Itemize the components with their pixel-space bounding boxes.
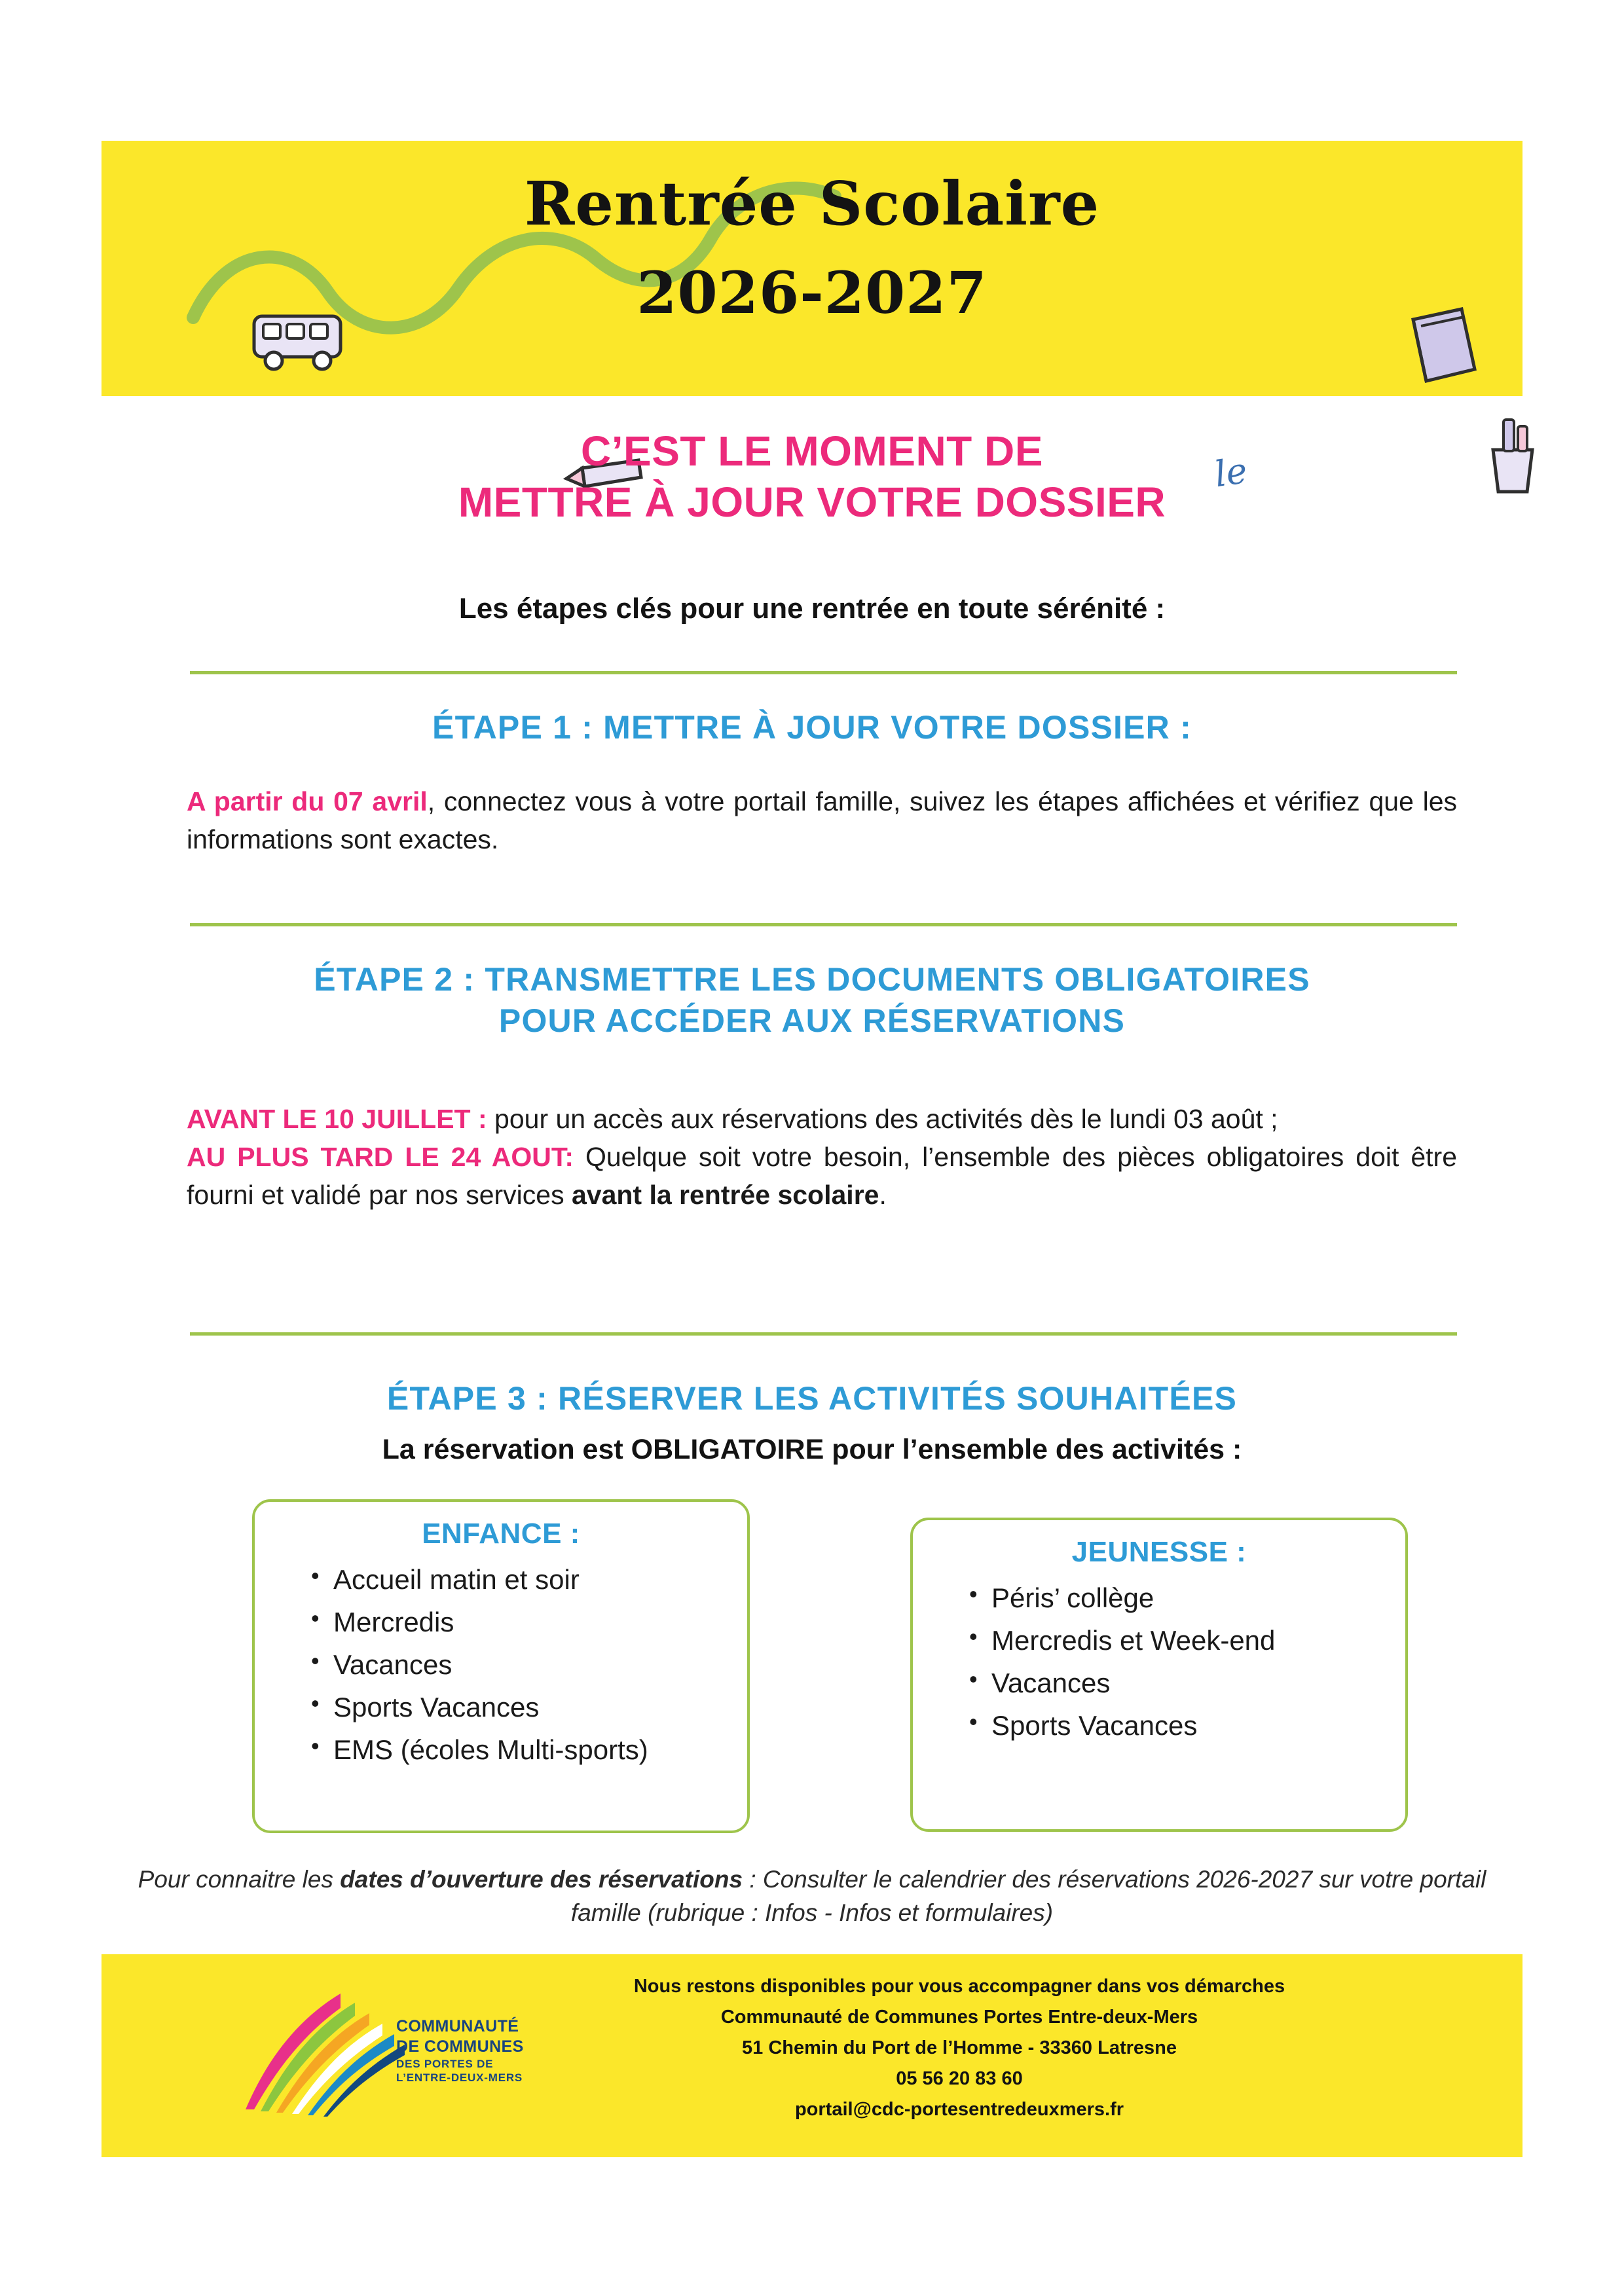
footnote <box>111 1863 1513 1929</box>
step-2-highlight-2: AU PLUS TARD LE 24 AOUT: <box>187 1142 574 1173</box>
logo-line-2: DE COMMUNES <box>396 2037 524 2056</box>
footnote-part-2: : Consulter le calendrier des réservations 2026-2027 sur votre portail famille (rubrique : Infos - Infos et formulaires) <box>570 1866 1486 1927</box>
banner-subtitle: 2026-2027 <box>637 259 987 327</box>
list-item: • EMS (écoles Multi-sports) <box>306 1728 747 1771</box>
footnote-part-1: Pour connaitre les <box>138 1866 341 1893</box>
box-enfance-title: ENFANCE : <box>422 1518 580 1550</box>
list-item: • Mercredis et Week-end <box>964 1619 1405 1662</box>
step-1-body <box>187 782 1457 858</box>
footnote-bold: dates d’ouverture des réservations <box>340 1866 743 1893</box>
step-1-title: ÉTAPE 1 : METTRE À JOUR VOTRE DOSSIER : <box>432 709 1192 746</box>
list-item: • Accueil matin et soir <box>306 1558 747 1601</box>
step-2-text-2a: Quelque soit votre besoin, l’ensemble des pièces obligatoires doit être fourni et validé par nos services <box>187 1142 1457 1211</box>
step-2-title-line-1: ÉTAPE 2 : TRANSMETTRE LES DOCUMENTS OBLIGATOIRES <box>314 961 1310 998</box>
logo-line-4: L’ENTRE-DEUX-MERS <box>396 2071 523 2085</box>
step-3-title: ÉTAPE 3 : RÉSERVER LES ACTIVITÉS SOUHAITÉES <box>386 1380 1238 1417</box>
footer-phone: 05 56 20 83 60 <box>896 2068 1023 2089</box>
activities-box-enfance <box>252 1499 750 1833</box>
logo-line-1: COMMUNAUTÉ <box>396 2017 519 2035</box>
banner-title: Rentrée Scolaire <box>524 168 1100 239</box>
step-3-subtitle: La réservation est OBLIGATOIRE pour l’ensemble des activités : <box>382 1434 1242 1465</box>
step-2-title <box>105 959 1519 1041</box>
le-doodle-text: le <box>1211 449 1250 496</box>
list-item: • Vacances <box>306 1643 747 1686</box>
list-item: • Sports Vacances <box>964 1704 1405 1747</box>
footer-email[interactable]: portail@cdc-portesentredeuxmers.fr <box>794 2098 1124 2120</box>
footer-line-1: Nous restons disponibles pour vous accompagner dans vos démarches <box>633 1976 1285 1997</box>
list-item: • Péris’ collège <box>964 1576 1405 1619</box>
box-jeunesse-title: JEUNESSE : <box>1071 1536 1247 1568</box>
activities-box-jeunesse <box>910 1518 1408 1832</box>
step-2-paragraph-2 <box>187 1138 1457 1214</box>
step-2-highlight-1: AVANT LE 10 JUILLET : <box>187 1104 487 1134</box>
list-item: • Mercredis <box>306 1601 747 1643</box>
box-enfance-list <box>255 1558 747 1771</box>
headline-line-1: C’EST LE MOMENT DE <box>581 428 1043 475</box>
step-2-text-bold: avant la rentrée scolaire <box>571 1180 879 1211</box>
divider-1 <box>190 671 1457 674</box>
list-item: • Vacances <box>964 1662 1405 1704</box>
step-2-text-1: pour un accès aux réservations des activités dès le lundi 03 août ; <box>487 1104 1278 1134</box>
footer-line-2: Communauté de Communes Portes Entre-deux-Mers <box>720 2006 1198 2028</box>
headline-line-2: METTRE À JOUR VOTRE DOSSIER <box>458 479 1166 526</box>
step-2-paragraph-1 <box>187 1100 1457 1138</box>
divider-3 <box>190 1332 1457 1336</box>
box-jeunesse-list <box>913 1576 1405 1747</box>
step-2-text-2b: . <box>879 1180 887 1211</box>
step-1-text: , connectez vous à votre portail famille, suivez les étapes affichées et vérifiez que les informations sont exactes. <box>187 786 1457 855</box>
footer-contact <box>468 1971 1450 2125</box>
logo-line-3: DES PORTES DE <box>396 2058 494 2070</box>
step-2-title-line-2: POUR ACCÉDER AUX RÉSERVATIONS <box>498 1002 1126 1039</box>
lead-text: Les étapes clés pour une rentrée en toute sérénité : <box>458 592 1166 625</box>
footer-banner <box>101 1954 1522 2157</box>
step-1-highlight: A partir du 07 avril <box>187 786 428 816</box>
list-item: • Sports Vacances <box>306 1686 747 1728</box>
step-2-body <box>187 1100 1457 1214</box>
footer-line-3: 51 Chemin du Port de l’Homme - 33360 Latresne <box>742 2037 1177 2058</box>
page-title <box>0 426 1624 528</box>
divider-2 <box>190 923 1457 926</box>
